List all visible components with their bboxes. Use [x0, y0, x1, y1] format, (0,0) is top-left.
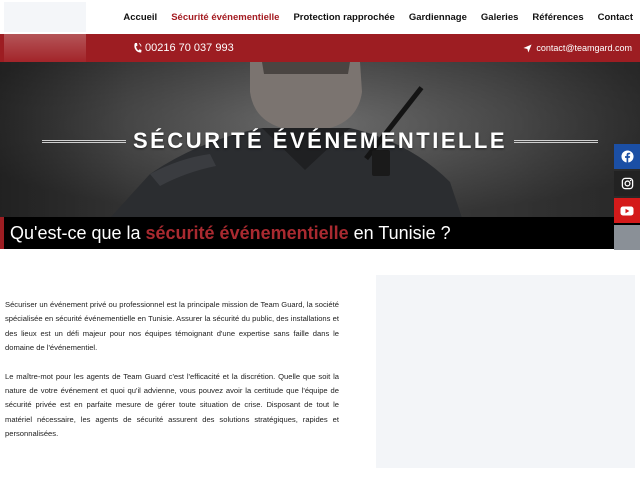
social-sidebar [614, 144, 640, 252]
article-text [5, 298, 339, 456]
section-heading [10, 217, 451, 249]
facebook-button[interactable] [614, 144, 640, 169]
section-heading-band [0, 217, 640, 249]
logo[interactable] [4, 2, 86, 32]
nav-item-references[interactable]: Références [532, 11, 584, 23]
nav-item-accueil[interactable]: Accueil [123, 11, 158, 23]
phone-number: 00216 70 037 993 [145, 42, 234, 54]
hero-banner [0, 62, 640, 218]
more-button[interactable] [614, 225, 640, 250]
paragraph-2: Le maître-mot pour les agents de Team Guard c'est l'efficacité et la discrétion. Quelle que soit la nature de votre événement et quoi qu'il advienne, vous pouvez avoir la certitude que l'équipe de sécurité privée est en parfaite mesure de gérer toute situation de crise. Disposant de tout le matériel nécessaire, les agents de sécurité assurent des solutions stratégiques, rapides et personnalisées. [5, 371, 339, 439]
contact-bar [0, 34, 640, 62]
instagram-icon [621, 177, 634, 190]
nav-item-contact[interactable]: Contact [597, 11, 633, 23]
side-media-placeholder [376, 275, 635, 468]
title-decoration-right [514, 140, 598, 143]
phone-icon [133, 42, 142, 54]
phone-link[interactable] [133, 34, 234, 62]
send-icon [523, 44, 532, 53]
youtube-button[interactable] [614, 198, 640, 223]
email-link[interactable] [523, 34, 632, 62]
heading-accent-bar [0, 217, 4, 249]
heading-prefix: Qu'est-ce que la [10, 223, 146, 243]
heading-highlight: sécurité événementielle [145, 223, 349, 243]
nav-item-protection-rapprochee[interactable]: Protection rapprochée [293, 11, 395, 23]
top-navigation [0, 0, 640, 34]
heading-suffix: en Tunisie ? [348, 223, 451, 243]
facebook-icon [621, 150, 634, 163]
youtube-icon [620, 206, 634, 216]
hero-title: SÉCURITÉ ÉVÉNEMENTIELLE [132, 128, 508, 153]
instagram-button[interactable] [614, 171, 640, 196]
logo-shadow [4, 34, 86, 62]
nav-item-galeries[interactable]: Galeries [480, 11, 519, 23]
nav-item-gardiennage[interactable]: Gardiennage [408, 11, 467, 23]
email-address: contact@teamgard.com [536, 43, 632, 53]
nav-item-securite-evenementielle[interactable]: Sécurité événementielle [171, 11, 280, 23]
paragraph-1: Sécuriser un événement privé ou professionnel est la principale mission de Team Guard, la société spécialisée en sécurité événementielle en Tunisie. Assurer la sécurité du public, des installations et des lieux est un défi majeur pour nos équipes témoignant d'une expertise sans faille dans le domaine de l'événementiel. [5, 300, 339, 353]
main-menu [116, 0, 640, 34]
